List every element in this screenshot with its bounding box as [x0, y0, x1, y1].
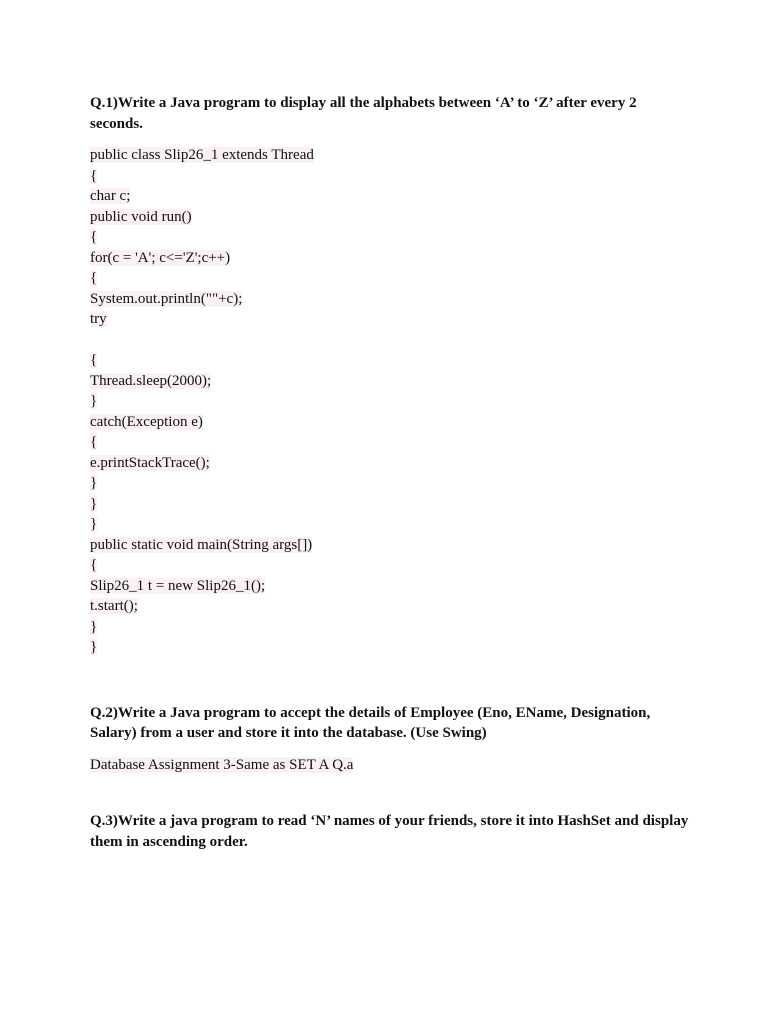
code-line-text: System.out.println(""+c); — [90, 290, 243, 307]
code-line-text: } — [90, 639, 98, 655]
code-line-text: } — [90, 516, 98, 532]
code-line — [90, 555, 690, 576]
code-line — [90, 207, 690, 228]
code-line-text: Thread.sleep(2000); — [90, 372, 212, 389]
code-line — [90, 166, 690, 187]
code-line-text: { — [90, 229, 98, 245]
code-line-text: { — [90, 167, 98, 184]
code-line — [90, 535, 690, 556]
code-line — [90, 330, 690, 351]
code-line — [90, 453, 690, 474]
code-line — [90, 248, 690, 269]
code-line — [90, 371, 690, 392]
code-line-text: { — [90, 557, 98, 573]
code-line — [90, 309, 690, 330]
code-line-text: Slip26_1 t = new Slip26_1(); — [90, 577, 266, 594]
code-line — [90, 637, 690, 658]
code-line-text: } — [90, 618, 98, 635]
code-line-text: } — [90, 475, 98, 491]
code-line — [90, 432, 690, 453]
code-line-text: { — [90, 352, 98, 368]
code-line-text: public void run() — [90, 208, 192, 225]
document-page — [90, 93, 690, 852]
code-line-text: { — [90, 434, 98, 450]
code-line-text: public static void main(String args[]) — [90, 536, 313, 553]
answer-q2 — [90, 755, 690, 776]
code-line — [90, 289, 690, 310]
code-line-text: } — [90, 495, 98, 512]
code-line — [90, 494, 690, 515]
code-block-q1 — [90, 145, 690, 658]
code-line — [90, 350, 690, 371]
code-line — [90, 514, 690, 535]
code-line-text: for(c = 'A'; c<='Z';c++) — [90, 249, 231, 266]
question-1: Q.1)Write a Java program to display all the alphabets between ‘A’ to ‘Z’ after every 2 seconds. — [90, 95, 637, 132]
code-line-text: t.start(); — [90, 598, 138, 614]
question-3: Q.3)Write a java program to read ‘N’ names of your friends, store it into HashSet and display them in ascending order. — [90, 813, 689, 850]
code-line-text: try — [90, 311, 107, 327]
code-line-text: } — [90, 393, 98, 409]
code-line — [90, 145, 690, 166]
code-line — [90, 391, 690, 412]
answer-q2-text: Database Assignment 3-Same as SET A Q.a — [90, 756, 354, 773]
code-line-text: { — [90, 270, 98, 286]
code-line — [90, 596, 690, 617]
code-line-text: public class Slip26_1 extends Thread — [90, 147, 314, 163]
code-line — [90, 617, 690, 638]
code-line — [90, 227, 690, 248]
code-line — [90, 268, 690, 289]
code-line — [90, 576, 690, 597]
code-line — [90, 186, 690, 207]
code-line-text: e.printStackTrace(); — [90, 454, 210, 471]
code-line — [90, 473, 690, 494]
question-2: Q.2)Write a Java program to accept the details of Employee (Eno, EName, Designation, Salary) from a user and store it into the database. (Use Swing) — [90, 704, 651, 741]
code-line — [90, 412, 690, 433]
code-line-text: char c; — [90, 188, 131, 204]
code-line-text: catch(Exception e) — [90, 413, 203, 430]
